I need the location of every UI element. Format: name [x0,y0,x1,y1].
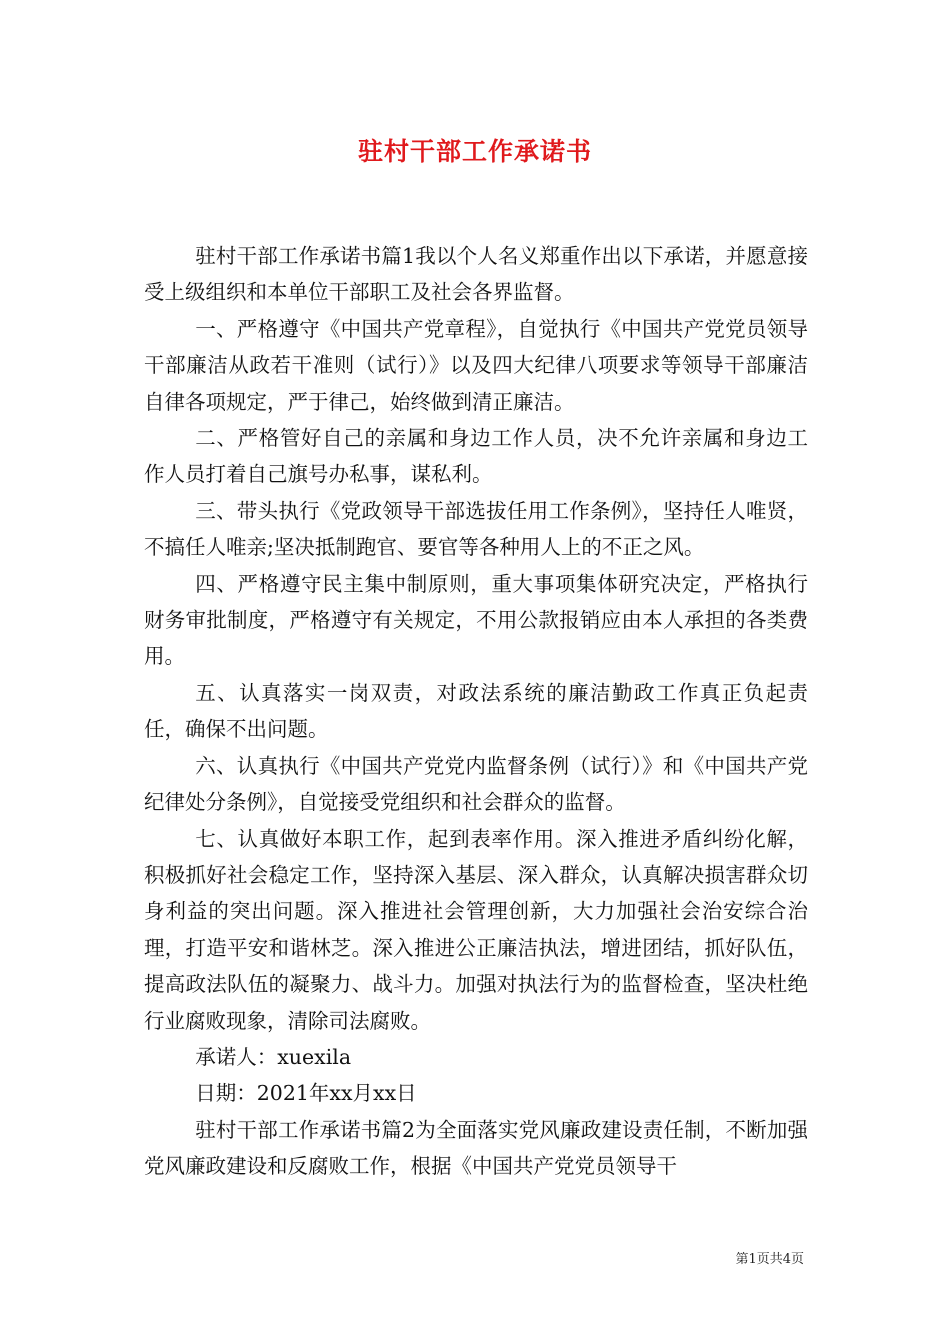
document-body [144,238,808,1185]
paragraph-part-2-intro: 驻村干部工作承诺书篇2为全面落实党风廉政建设责任制，不断加强党风廉政建设和反腐败工作，根据《中国共产党党员领导干 [144,1117,808,1179]
paragraph-item-2: 二、严格管好自己的亲属和身边工作人员，决不允许亲属和身边工作人员打着自己旗号办私事，谋私利。 [144,426,808,487]
paragraph-item-7: 七、认真做好本职工作，起到表率作用。深入推进矛盾纠纷化解，积极抓好社会稳定工作，坚持深入基层、深入群众，认真解决损害群众切身利益的突出问题。深入推进社会管理创新，大力加强社会治安综合治理，打造平安和谐林芝。深入推进公正廉洁执法，增进团结，抓好队伍，提高政法队伍的凝聚力、战斗力。加强对执法行为的监督检查，坚决杜绝行业腐败现象，清除司法腐败。 [144,826,808,1033]
signatory-line: 承诺人：xuexila [195,1044,352,1069]
paragraph-item-1: 一、严格遵守《中国共产党章程》，自觉执行《中国共产党党员领导干部廉洁从政若干准则（试行）》以及四大纪律八项要求等领导干部廉洁自律各项规定，严于律己，始终做到清正廉洁。 [144,316,808,414]
paragraph-intro: 驻村干部工作承诺书篇1我以个人名义郑重作出以下承诺，并愿意接受上级组织和本单位干部职工及社会各界监督。 [144,244,808,305]
paragraph-item-4: 四、严格遵守民主集中制原则，重大事项集体研究决定，严格执行财务审批制度，严格遵守有关规定，不用公款报销应由本人承担的各类费用。 [144,571,808,669]
paragraph-item-6: 六、认真执行《中国共产党党内监督条例（试行）》和《中国共产党纪律处分条例》，自觉接受党组织和社会群众的监督。 [144,753,808,815]
page-number-footer: 第1页共4页 [735,1252,804,1267]
date-line: 日期：2021年xx月xx日 [195,1081,417,1106]
document-title: 驻村干部工作承诺书 [357,137,592,166]
paragraph-item-3: 三、带头执行《党政领导干部选拔任用工作条例》，坚持任人唯贤，不搞任人唯亲;坚决抵制跑官、要官等各种用人上的不正之风。 [144,498,808,560]
paragraph-item-5: 五、认真落实一岗双责，对政法系统的廉洁勤政工作真正负起责任，确保不出问题。 [144,680,808,742]
